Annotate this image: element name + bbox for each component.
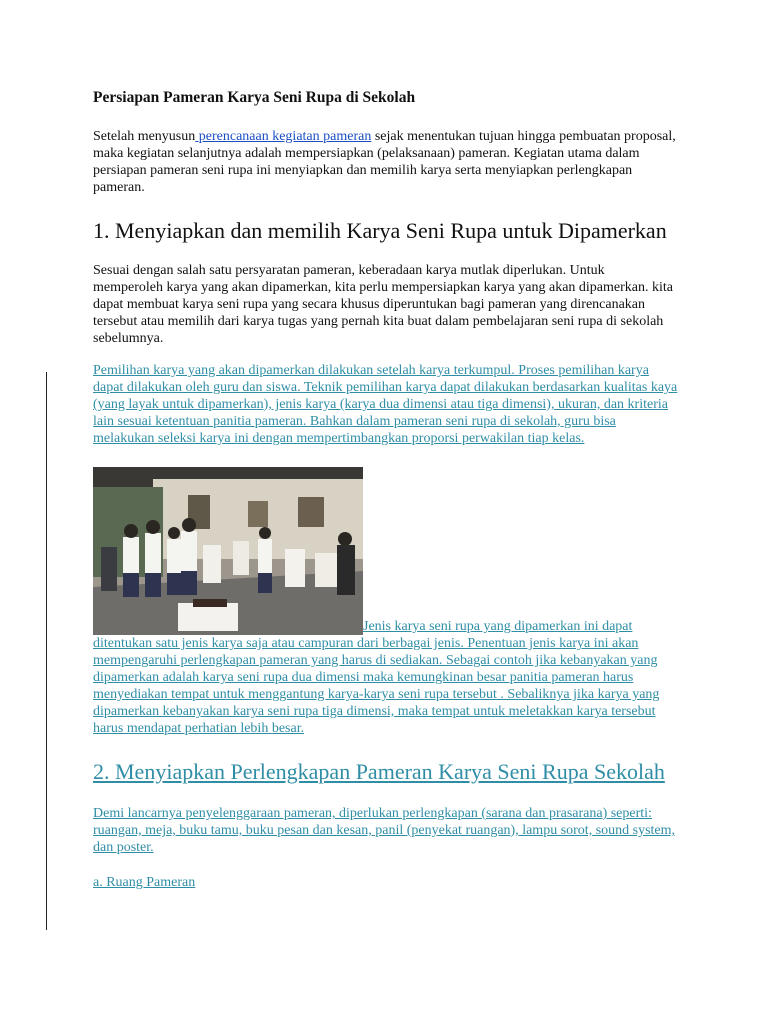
- document-title: Persiapan Pameran Karya Seni Rupa di Sekolah: [93, 89, 416, 106]
- section-heading-2-link[interactable]: 2. Menyiapkan Perlengkapan Pameran Karya Seni Rupa Sekolah: [93, 759, 665, 784]
- document-body: [93, 88, 678, 891]
- selection-paragraph-link[interactable]: Pemilihan karya yang akan dipamerkan dilakukan setelah karya terkumpul. Proses pemilihan karya dapat dilakukan oleh guru dan siswa. Teknik pemilihan karya dapat dilakukan berdasarkan kualitas kaya (yang layak untuk dipamerkan), jenis karya (karya dua dimensi atau tiga dimensi), ukuran, dan kriteria lain sesuai ketentuan panitia pameran. Bahkan dalam pameran seni rupa di sekolah, guru bisa melakukan seleksi karya ini dengan mempertimbangkan proporsi perwakilan tiap kelas.: [93, 363, 678, 446]
- type-paragraph-link[interactable]: ditentukan satu jenis karya saja atau campuran dari berbagai jenis. Penentuan jenis karya ini akan mempengaruhi perlengkapan pameran yang harus di sediakan. Sebagai contoh jika kebanyakan yang dipamerkan adalah karya seni rupa dua dimensi maka kemungkinan besar panitia pameran harus menyediakan tempat untuk menggantung karya-karya seni rupa tersebut . Sebaliknya jika karya yang dipamerkan kebanyakan karya seni rupa tiga dimensi, maka tempat untuk meletakkan karya tersebut harus mendapat perhatian lebih besar.: [93, 636, 660, 736]
- intro-text-before: Setelah menyusun: [93, 129, 196, 144]
- equipment-paragraph-link[interactable]: Demi lancarnya penyelenggaraan pameran, diperlukan perlengkapan (sarana dan prasarana) seperti: ruangan, meja, buku tamu, buku pesan dan kesan, panil (penyekat ruangan), lampu sorot, sound system, dan poster.: [93, 806, 676, 855]
- caption-start-link[interactable]: Jenis karya seni rupa yang dipamerkan ini dapat: [363, 619, 633, 634]
- intro-paragraph: [93, 128, 678, 196]
- intro-text-after: sejak menentukan tujuan hingga pembuatan proposal, maka kegiatan selanjutnya adalah mempersiapkan (pelaksanaan) pameran. Kegiatan utama dalam persiapan pameran seni rupa ini menyiapkan dan memilih karya serta menyiapkan perlengkapan pameran.: [93, 129, 676, 195]
- margin-rule: [46, 372, 47, 930]
- perencanaan-link[interactable]: perencanaan kegiatan pameran: [195, 129, 372, 144]
- photo-block: [93, 467, 678, 635]
- subheading-ruang-pameran-link[interactable]: a. Ruang Pameran: [93, 875, 196, 890]
- section-heading-1: 1. Menyiapkan dan memilih Karya Seni Rupa untuk Dipamerkan: [93, 218, 667, 243]
- section1-paragraph: Sesuai dengan salah satu persyaratan pameran, keberadaan karya mutlak diperlukan. Untuk memperoleh karya yang akan dipamerkan, kita perlu mempersiapkan karya yang akan dipamerkan. kita dapat membuat karya seni rupa yang secara khusus diperuntukan bagi pameran yang direncanakan tersebut atau memilih dari karya tugas yang pernah kita buat dalam pembelajaran seni rupa di sekolah sebelumnya.: [93, 263, 673, 346]
- exhibition-photo[interactable]: [93, 467, 363, 635]
